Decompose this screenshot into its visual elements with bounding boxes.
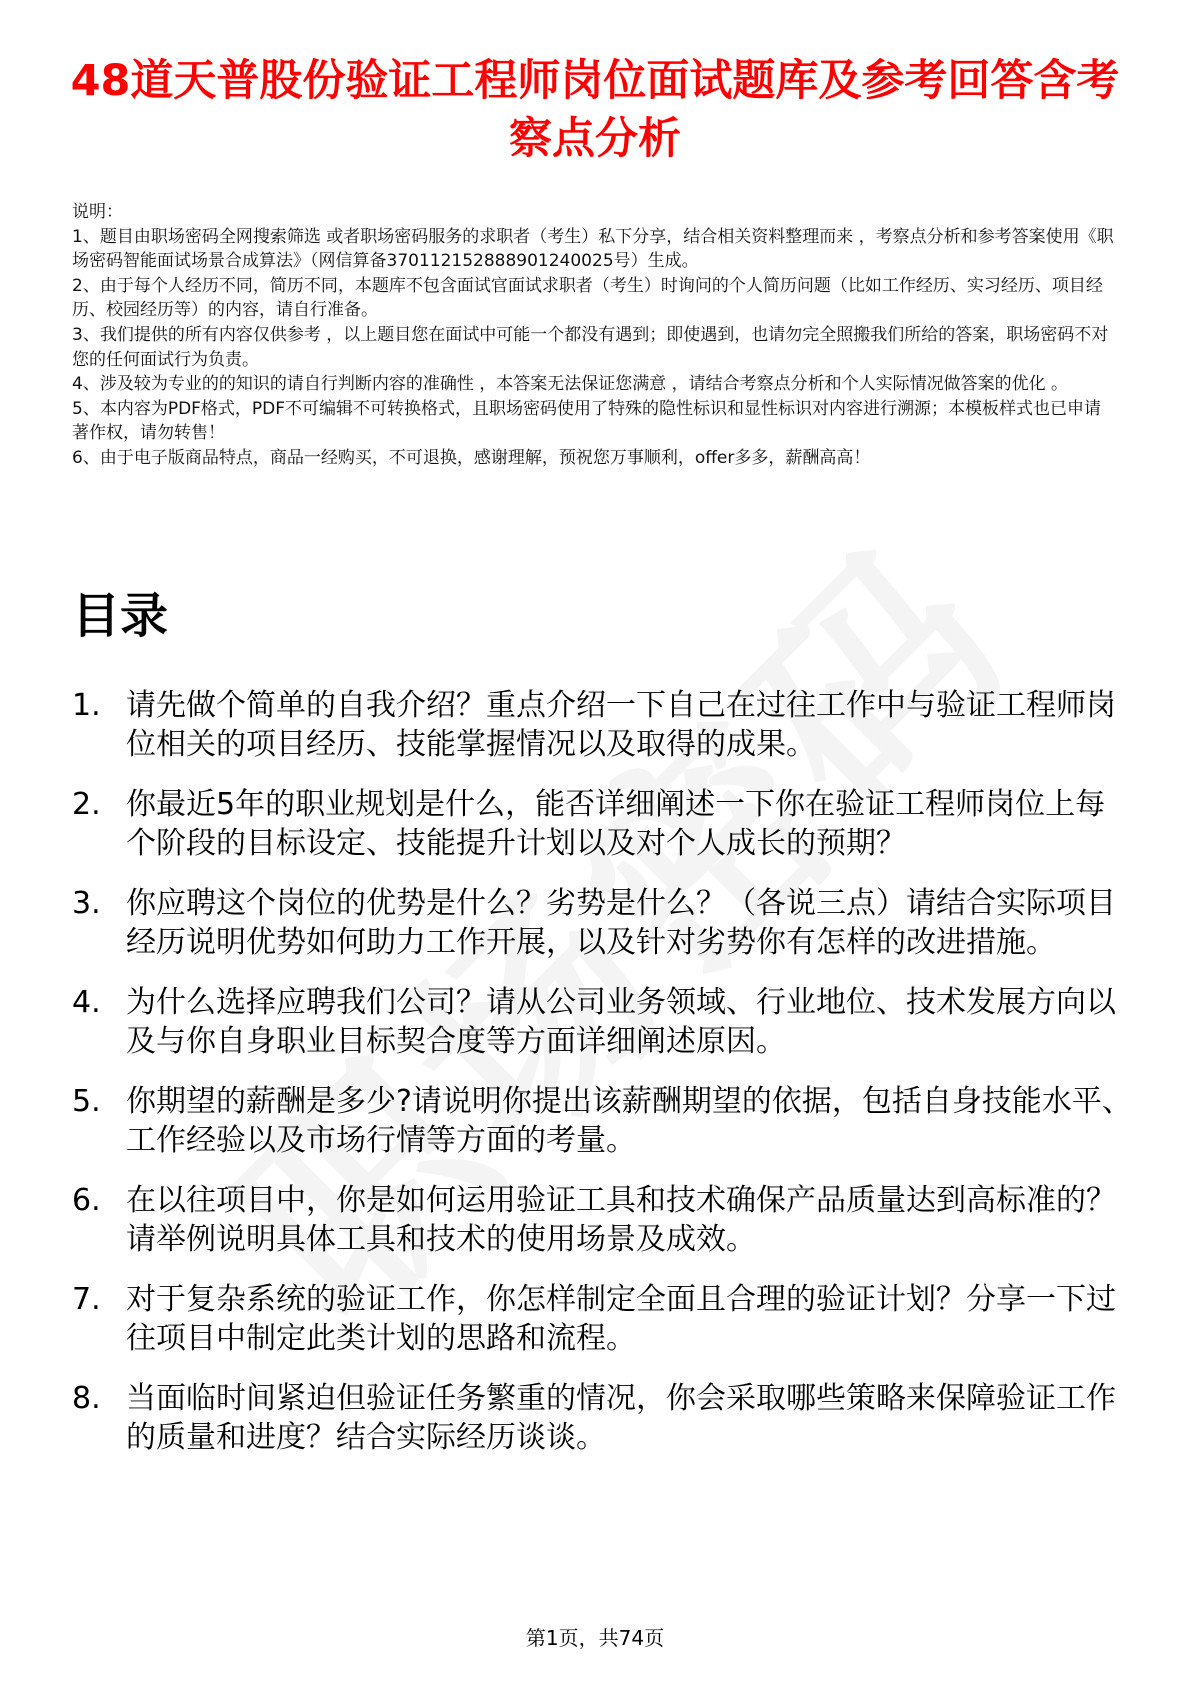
toc-item-number: 8. xyxy=(72,1381,101,1416)
toc-item-text: 在以往项目中，你是如何运用验证工具和技术确保产品质量达到高标准的？请举例说明具体工具和技术的使用场景及成效。 xyxy=(126,1183,1116,1257)
toc-item-number: 2. xyxy=(72,787,101,822)
note-item: 4、涉及较为专业的的知识的请自行判断内容的准确性 ，本答案无法保证您满意 ，请结合考察点分析和个人实际情况做答案的优化 。 xyxy=(72,374,1069,395)
toc-item-number: 1. xyxy=(72,688,101,723)
notes-section xyxy=(72,200,1118,471)
toc-item[interactable] xyxy=(72,686,1132,764)
toc-list xyxy=(72,686,1132,1478)
document-title: 48道天普股份验证工程师岗位面试题库及参考回答含考察点分析 xyxy=(70,56,1120,164)
toc-heading: 目录 xyxy=(72,588,169,644)
toc-item-number: 6. xyxy=(72,1183,101,1218)
page-number: 第1页，共74页 xyxy=(525,1626,665,1650)
toc-item-text: 为什么选择应聘我们公司？请从公司业务领域、行业地位、技术发展方向以及与你自身职业目标契合度等方面详细阐述原因。 xyxy=(126,985,1116,1059)
toc-item[interactable] xyxy=(72,1181,1132,1259)
note-item: 2、由于每个人经历不同，简历不同，本题库不包含面试官面试求职者（考生）时询问的个人简历问题（比如工作经历、实习经历、项目经历、校园经历等）的内容，请自行准备。 xyxy=(72,275,1103,321)
toc-item[interactable] xyxy=(72,1280,1132,1358)
toc-item[interactable] xyxy=(72,983,1132,1061)
toc-item-text: 你最近5年的职业规划是什么，能否详细阐述一下你在验证工程师岗位上每个阶段的目标设定、技能提升计划以及对个人成长的预期？ xyxy=(126,787,1106,861)
toc-item-number: 4. xyxy=(72,985,101,1020)
toc-item-number: 5. xyxy=(72,1084,101,1119)
toc-item-number: 7. xyxy=(72,1282,101,1317)
toc-item-text: 你期望的薪酬是多少?请说明你提出该薪酬期望的依据，包括自身技能水平、工作经验以及市场行情等方面的考量。 xyxy=(126,1084,1132,1158)
toc-item-number: 3. xyxy=(72,886,101,921)
toc-item-text: 当面临时间紧迫但验证任务繁重的情况，你会采取哪些策略来保障验证工作的质量和进度？结合实际经历谈谈。 xyxy=(126,1381,1116,1455)
note-item: 6、由于电子版商品特点，商品一经购买，不可退换，感谢理解，预祝您万事顺利，offer多多，薪酬高高！ xyxy=(72,447,871,468)
toc-item-text: 对于复杂系统的验证工作，你怎样制定全面且合理的验证计划？分享一下过往项目中制定此类计划的思路和流程。 xyxy=(126,1282,1116,1356)
toc-item[interactable] xyxy=(72,785,1132,863)
toc-item[interactable] xyxy=(72,884,1132,962)
toc-item[interactable] xyxy=(72,1379,1132,1457)
toc-item-text: 请先做个简单的自我介绍？重点介绍一下自己在过往工作中与验证工程师岗位相关的项目经历、技能掌握情况以及取得的成果。 xyxy=(126,688,1116,762)
toc-item[interactable] xyxy=(72,1082,1132,1160)
note-item: 3、我们提供的所有内容仅供参考 ，以上题目您在面试中可能一个都没有遇到；即使遇到，也请勿完全照搬我们所给的答案，职场密码不对您的任何面试行为负责。 xyxy=(72,324,1109,370)
note-item: 1、题目由职场密码全网搜索筛选 或者职场密码服务的求职者（考生）私下分享，结合相关资料整理而来 ，考察点分析和参考答案使用《职场密码智能面试场景合成算法》（网信算备370112152888901240025号）生成。 xyxy=(72,226,1114,272)
toc-item-text: 你应聘这个岗位的优势是什么？劣势是什么？（各说三点）请结合实际项目经历说明优势如何助力工作开展，以及针对劣势你有怎样的改进措施。 xyxy=(126,886,1116,960)
notes-heading: 说明： xyxy=(72,202,123,222)
note-item: 5、本内容为PDF格式，PDF不可编辑不可转换格式，且职场密码使用了特殊的隐性标识和显性标识对内容进行溯源；本模板样式也已申请著作权，请勿转售！ xyxy=(72,398,1102,444)
